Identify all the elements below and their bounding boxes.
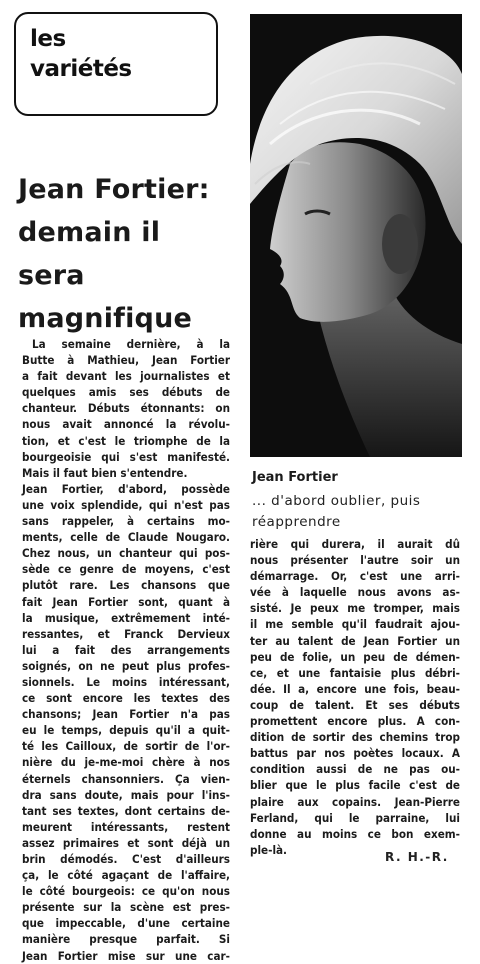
article-line: tion, et c'est le triomphe de la [22, 433, 230, 448]
article-line: sède ce genre de moyens, c'est [22, 562, 230, 577]
article-line: a fait devant les journalistes et [22, 369, 230, 384]
article-line: ce sont encore les textes des [22, 691, 230, 706]
article-line: battus par nos poètes locaux. A [250, 746, 460, 761]
article-line: dra sans doute, mais pour l'ins- [22, 787, 230, 802]
article-line: nous présenter l'autre soir un [250, 553, 460, 568]
article-line: donne au moins ce bon exem- [250, 826, 460, 841]
section-label-line: variétés [30, 56, 132, 82]
article-line: une voix splendide, qui n'est pas [22, 497, 230, 512]
author-signature: R. H.-R. [385, 850, 449, 864]
article-line: Butte à Mathieu, Jean Fortier [22, 353, 230, 368]
article-line: assez primaires et sont déjà un [22, 835, 230, 850]
article-line: ça, le côté agaçant de l'affaire, [22, 868, 230, 883]
article-line: peu de folie, un peu de démen- [250, 649, 460, 664]
article-line: nière du je-me-moi chère à nos [22, 755, 230, 770]
article-line: la musique, extrêmement inté- [22, 610, 230, 625]
article-line: manière presque parfait. Si [22, 932, 230, 947]
article-line: lui a fait des arrangements [22, 642, 230, 657]
article-line: meurent intéressants, restent [22, 819, 230, 834]
headline-line: Jean Fortier: [18, 174, 210, 205]
article-line: ce, et une fantaisie plus débri- [250, 665, 460, 680]
article-line: soignés, on ne peut plus profes- [22, 658, 230, 673]
article-line: coup de talent. Et ses débuts [250, 697, 460, 712]
article-line: chanteur. Débuts étonnants: on [22, 401, 230, 416]
portrait-photo [250, 14, 462, 457]
caption-line: réapprendre [252, 514, 341, 530]
article-line: ter au talent de Jean Fortier un [250, 633, 460, 648]
article-line: vée à laquelle nous avons as- [250, 585, 460, 600]
article-line: promettent encore plus. A con- [250, 714, 460, 729]
article-line: eu le temps, depuis qu'il a quit- [22, 723, 230, 738]
photo-caption-name: Jean Fortier [252, 470, 338, 485]
article-line: ressantes, et Franck Dervieux [22, 626, 230, 641]
article-line: tant ses textes, dont certains de- [22, 803, 230, 818]
caption-line: ... d'abord oublier, puis [252, 493, 421, 509]
photo-caption-text [252, 491, 467, 533]
article-line: brin démodés. C'est d'ailleurs [22, 852, 230, 866]
portrait-illustration [250, 14, 462, 457]
article-line: Ferland, qui le parraine, lui [250, 810, 460, 825]
article-line: ments, celle de Claude Nougaro. [22, 530, 230, 545]
article-line: chansons; Jean Fortier n'a pas [22, 707, 230, 722]
article-line: sisté. Je peux me tromper, mais [250, 601, 460, 616]
article-left-column [22, 336, 230, 964]
article-line: le côté bourgeois: ce qu'on nous [22, 884, 230, 899]
article-line: sionnels. Le moins intéressant, [22, 674, 230, 689]
article-line: Chez nous, un chanteur qui pos- [22, 546, 230, 561]
article-line: nous avait annoncé la révolu- [22, 417, 230, 432]
article-line: dition de sortir des chemins trop [250, 730, 460, 745]
article-line: té les Cailloux, de sortir de l'or- [22, 739, 230, 754]
article-line: quelques amis ses débuts de [22, 385, 230, 400]
article-line: fait Jean Fortier sont, quant à [22, 594, 230, 609]
article-line: plutôt rare. Les chansons que [22, 578, 230, 593]
article-line: éternels chansonniers. Ça vien- [22, 771, 230, 786]
article-line: que impeccable, d'une certaine [22, 916, 230, 931]
article-line: Mais il faut bien s'entendre. [22, 465, 188, 480]
article-line: ple-là. [250, 842, 288, 857]
article-line: Jean Fortier mise sur une car- [22, 948, 230, 963]
article-line: bourgeoisie qui s'est manifesté. [22, 449, 230, 464]
article-line: condition aussi de ne pas ou- [250, 762, 460, 777]
article-line: démarrage. Or, c'est une arri- [250, 569, 460, 584]
article-line: dée. Il a, encore une fois, beau- [250, 681, 460, 696]
article-line: La semaine dernière, à la [32, 337, 230, 351]
section-label [30, 24, 132, 84]
article-line: Jean Fortier, d'abord, possède [22, 481, 230, 496]
article-line: plaire aux copains. Jean-Pierre [250, 794, 460, 809]
article-line: présente sur la scène est pres- [22, 900, 230, 915]
section-label-line: les [30, 26, 66, 52]
article-right-column [250, 536, 460, 858]
headline-line: sera [18, 260, 85, 291]
article-line: rière qui durera, il aurait dû [250, 537, 460, 551]
headline [18, 168, 248, 340]
article-line: blier que le plus facile c'est de [250, 778, 460, 793]
article-line: il me semble qu'il faudrait ajou- [250, 617, 460, 632]
headline-line: magnifique [18, 303, 193, 334]
article-line: sans rappeler, à certains mo- [22, 514, 230, 529]
headline-line: demain il [18, 217, 161, 248]
